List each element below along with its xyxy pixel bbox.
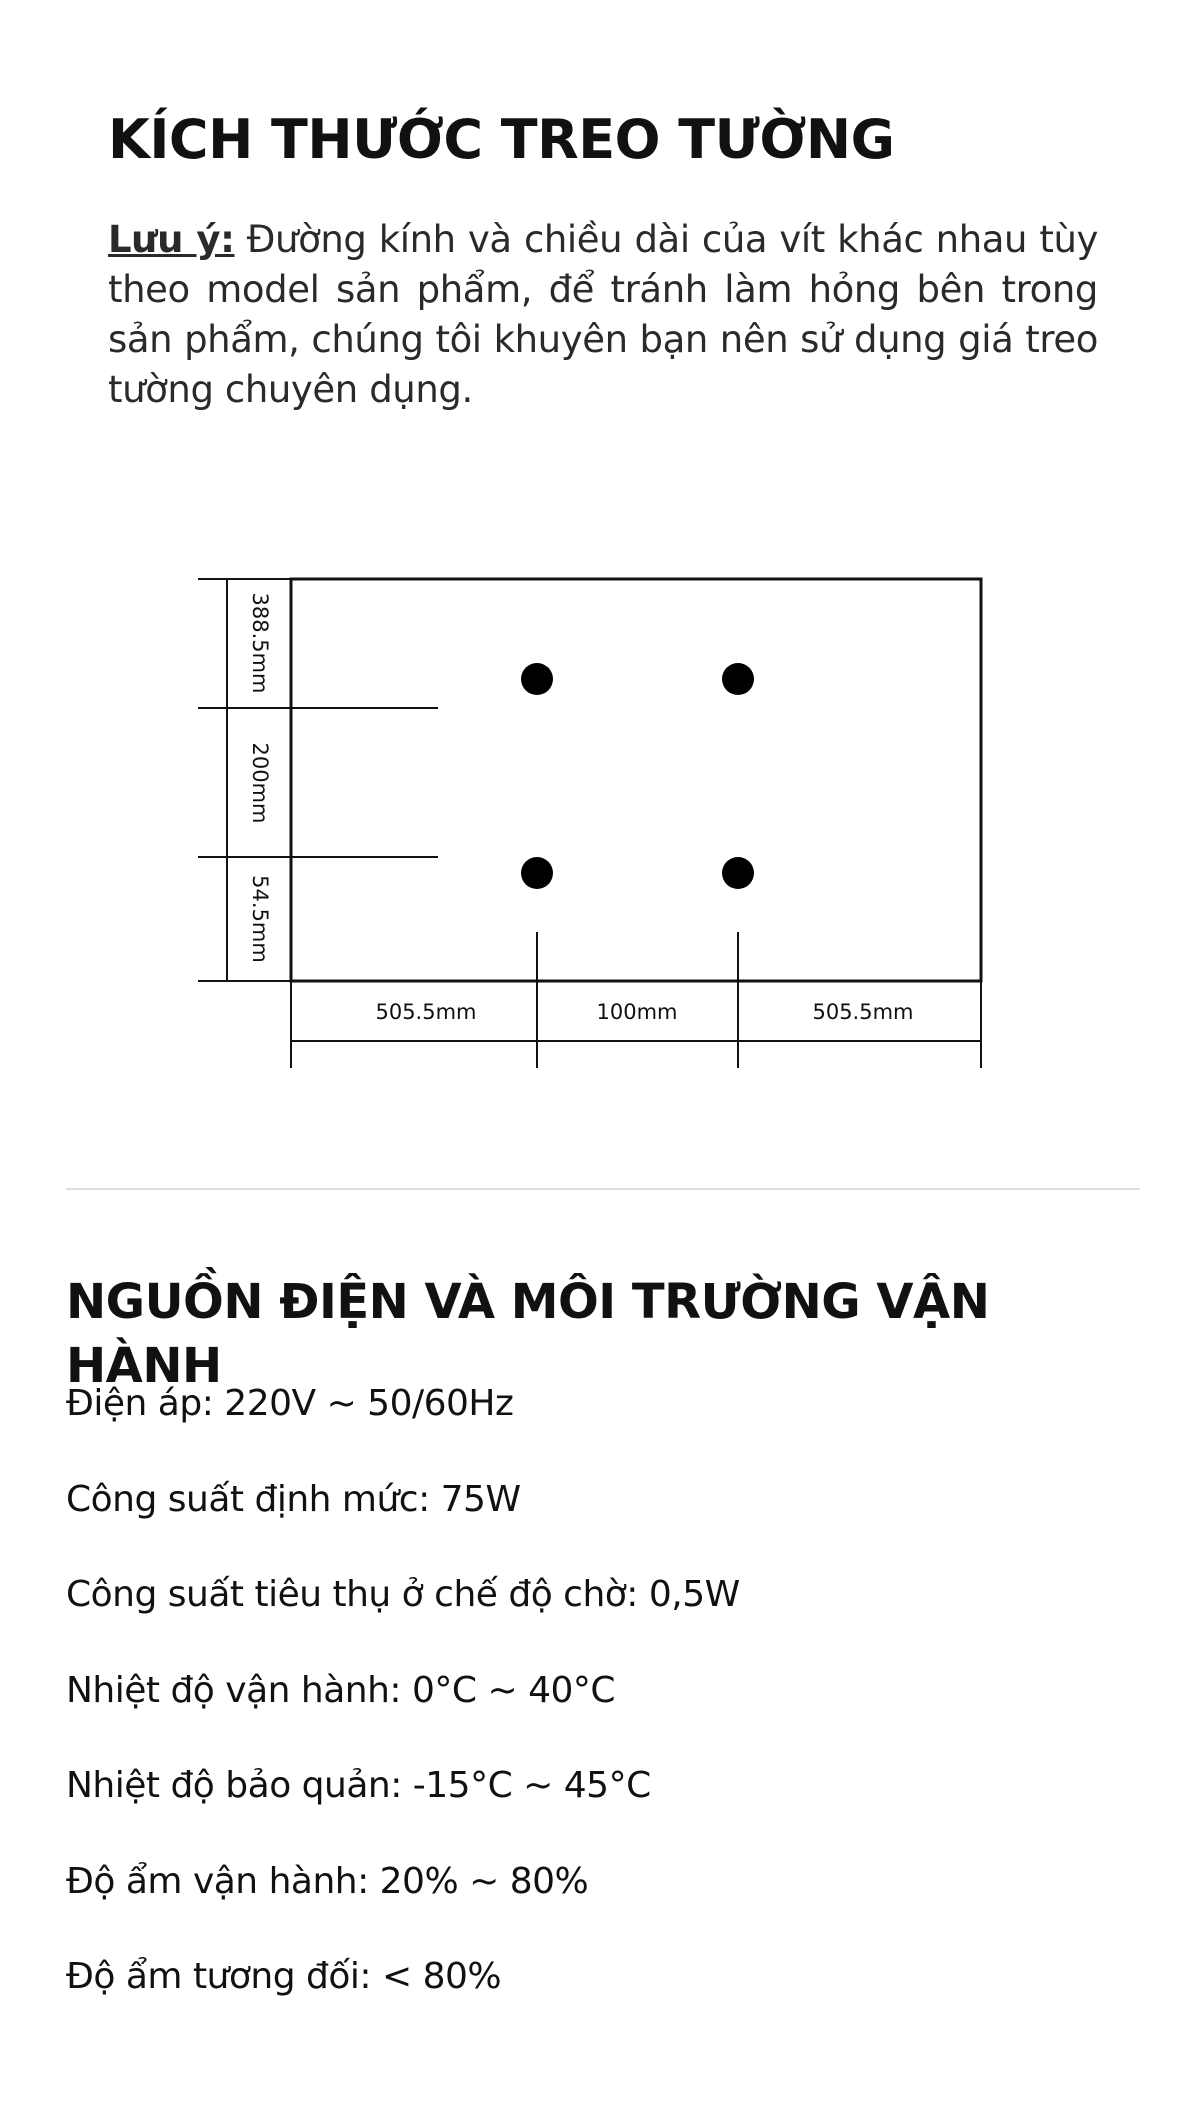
section-divider bbox=[66, 1188, 1140, 1190]
wall-mount-diagram bbox=[190, 560, 1020, 1080]
wall-mount-diagram-svg bbox=[190, 560, 1020, 1080]
mount-hole-bottom-right bbox=[722, 857, 754, 889]
spec-storage-temperature: Nhiệt độ bảo quản: -15°C ~ 45°C bbox=[66, 1765, 651, 1806]
mount-hole-top-right bbox=[722, 663, 754, 695]
spec-operating-temperature: Nhiệt độ vận hành: 0°C ~ 40°C bbox=[66, 1669, 616, 1711]
spec-list bbox=[66, 1380, 1140, 2049]
wall-mount-title: KÍCH THƯỚC TREO TƯỜNG bbox=[108, 108, 895, 171]
spec-standby-power: Công suất tiêu thụ ở chế độ chờ: 0,5W bbox=[66, 1574, 740, 1615]
note-text: Đường kính và chiều dài của vít khác nhau tùy theo model sản phẩm, để tránh làm hỏng bên trong sản phẩm, chúng tôi khuyên bạn nên sử dụng giá treo tường chuyên dụng. bbox=[108, 218, 1098, 411]
dim-label-middle: 200mm bbox=[248, 742, 272, 824]
power-section bbox=[66, 1270, 1140, 1997]
note-label: Lưu ý: bbox=[108, 218, 235, 261]
mount-hole-bottom-left bbox=[521, 857, 553, 889]
dim-label-center: 100mm bbox=[596, 1000, 678, 1024]
dim-label-bottom: 54.5mm bbox=[248, 875, 272, 963]
spec-voltage: Điện áp: 220V ~ 50/60Hz bbox=[66, 1383, 514, 1424]
dim-label-top: 388.5mm bbox=[248, 592, 272, 694]
spec-operating-humidity: Độ ẩm vận hành: 20% ~ 80% bbox=[66, 1860, 589, 1902]
power-title: NGUỒN ĐIỆN VÀ MÔI TRƯỜNG VẬN HÀNH bbox=[66, 1274, 990, 1394]
dim-label-left: 505.5mm bbox=[375, 1000, 477, 1024]
mount-hole-top-left bbox=[521, 663, 553, 695]
wall-mount-note bbox=[108, 215, 1098, 415]
spec-rated-power: Công suất định mức: 75W bbox=[66, 1478, 521, 1520]
spec-relative-humidity: Độ ẩm tương đối: < 80% bbox=[66, 1956, 502, 1997]
tv-back-outline bbox=[291, 579, 981, 981]
dim-label-right: 505.5mm bbox=[812, 1000, 914, 1024]
